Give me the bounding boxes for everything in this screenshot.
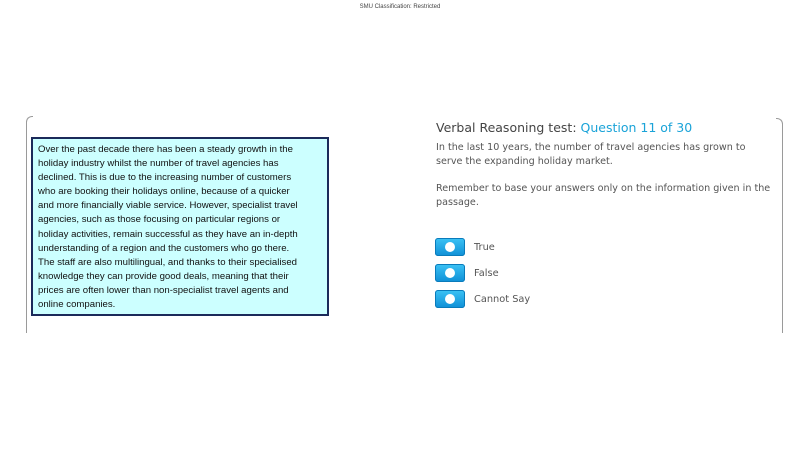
- statement-line: In the last 10 years, the number of travel agencies has grown to: [436, 142, 746, 153]
- option-label: Cannot Say: [474, 293, 531, 305]
- question-header: [436, 120, 771, 135]
- passage-line: knowledge they can provide good deals, meaning that their: [38, 270, 289, 282]
- passage-line: online companies.: [38, 299, 116, 311]
- passage-line: agencies, such as those focusing on particular regions or: [38, 214, 281, 226]
- option-label: True: [474, 241, 495, 253]
- passage-line: Over the past decade there has been a steady growth in the: [38, 144, 293, 155]
- passage-line: who are booking their holidays online, because of a quicker: [38, 186, 290, 198]
- radio-button-icon[interactable]: [435, 264, 465, 282]
- passage-line: holiday industry whilst the number of travel agencies has: [38, 158, 279, 170]
- option-cannot-say[interactable]: [435, 290, 530, 308]
- passage-line: prices are often lower than non-specialist travel agents and: [38, 284, 289, 296]
- question-note: [436, 182, 771, 209]
- passage-line: and more financially viable service. However, specialist travel: [38, 200, 298, 212]
- option-false[interactable]: [435, 264, 530, 282]
- answer-options: [435, 238, 530, 316]
- statement-line: serve the expanding holiday market.: [436, 155, 613, 167]
- note-line: Remember to base your answers only on the information given in the: [436, 183, 771, 194]
- option-label: False: [474, 267, 499, 279]
- passage-line: declined. This is due to the increasing number of customers: [38, 172, 292, 184]
- radio-button-icon[interactable]: [435, 290, 465, 308]
- note-line: passage.: [436, 196, 479, 208]
- question-number: Question 11 of 30: [580, 120, 693, 135]
- question-statement: [436, 141, 771, 168]
- passage-line: holiday activities, remain successful as they have an in-depth: [38, 228, 298, 240]
- passage-line: The staff are also multilingual, and thanks to their specialised: [38, 256, 297, 268]
- classification-label: SMU Classification: Restricted: [359, 4, 441, 10]
- radio-button-icon[interactable]: [435, 238, 465, 256]
- test-title: Verbal Reasoning test:: [436, 120, 577, 135]
- reading-passage: [31, 137, 329, 316]
- question-panel: [436, 120, 771, 209]
- passage-line: understanding of a region and the customers who go there.: [38, 242, 290, 254]
- frame-right-border: [776, 118, 783, 333]
- option-true[interactable]: [435, 238, 530, 256]
